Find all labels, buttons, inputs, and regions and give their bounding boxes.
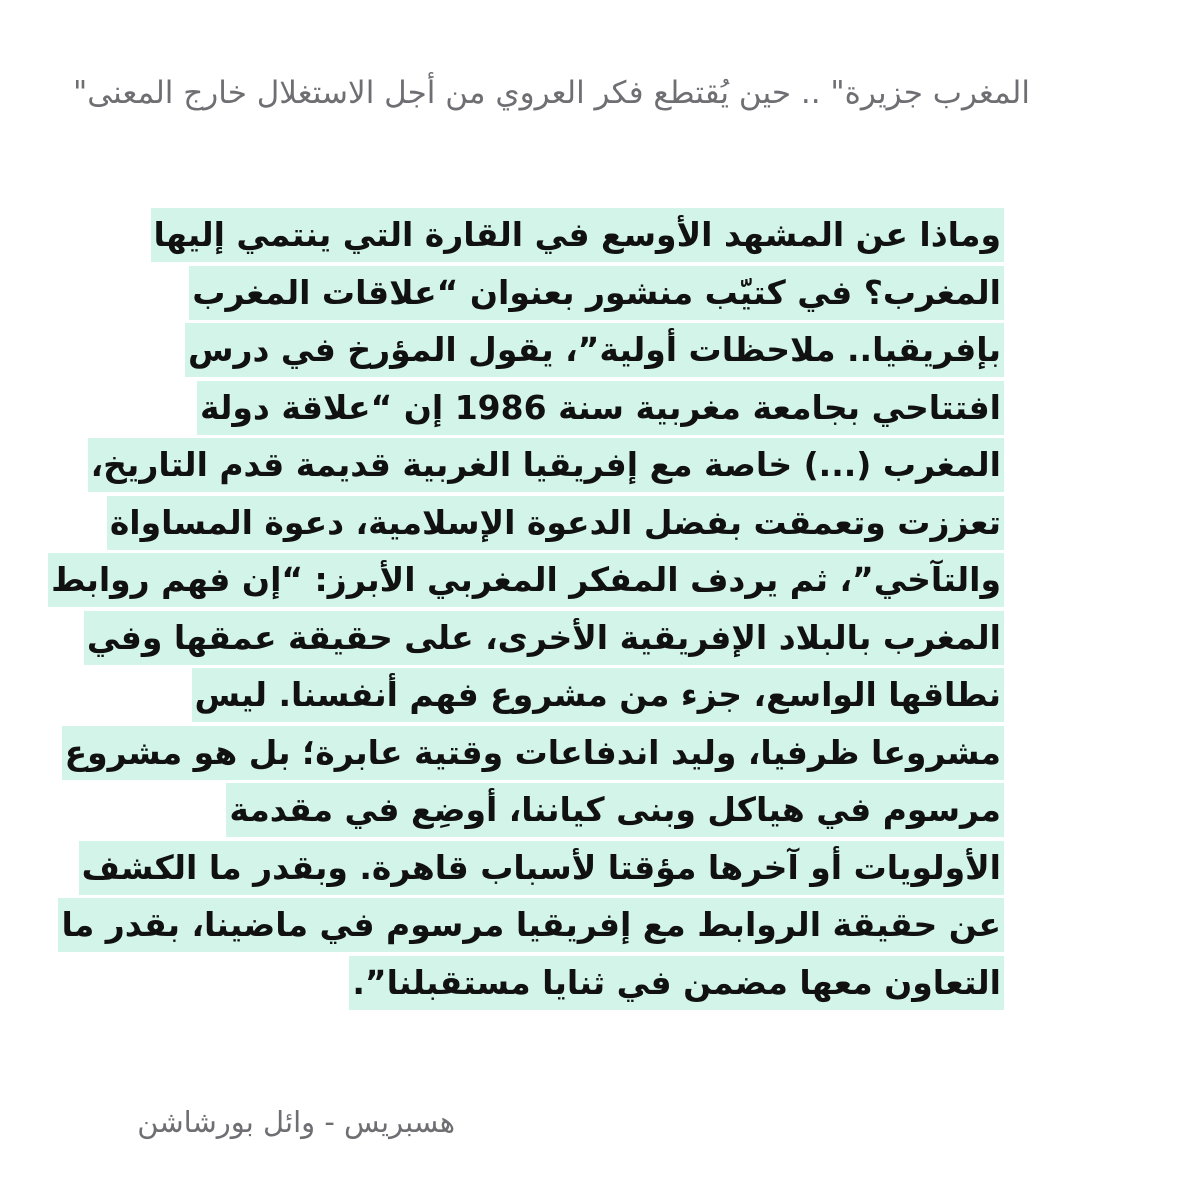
quote-line: مرسوم في هياكل وبنى كياننا، أوضِع في مقدمة	[104, 783, 1004, 841]
highlighted-quote	[51, 208, 1004, 1013]
quote-line: والتآخي”، ثم يردف المفكر المغربي الأبرز: “إن فهم روابط	[104, 553, 1004, 611]
quote-line: المغرب؟ في كتيّب منشور بعنوان “علاقات المغرب	[104, 266, 1004, 324]
quote-line: الأولويات أو آخرها مؤقتا لأسباب قاهرة. وبقدر ما الكشف	[104, 841, 1004, 899]
quote-line: عن حقيقة الروابط مع إفريقيا مرسوم في ماضينا، بقدر ما	[104, 898, 1004, 956]
quote-line: المغرب (...) خاصة مع إفريقيا الغربية قديمة قدم التاريخ،	[104, 438, 1004, 496]
quote-line: نطاقها الواسع، جزء من مشروع فهم أنفسنا. ليس	[104, 668, 1004, 726]
quote-line: المغرب بالبلاد الإفريقية الأخرى، على حقيقة عمقها وفي	[104, 611, 1004, 669]
quote-line: تعززت وتعمقت بفضل الدعوة الإسلامية، دعوة المساواة	[104, 496, 1004, 554]
quote-line: افتتاحي بجامعة مغربية سنة 1986 إن “علاقة دولة	[104, 381, 1004, 439]
article-headline: المغرب جزيرة" .. حين يُقتطع فكر العروي من أجل الاستغلال خارج المعنى"	[73, 75, 1030, 111]
quote-line: مشروعا ظرفيا، وليد اندفاعات وقتية عابرة؛ بل هو مشروع	[104, 726, 1004, 784]
source-credit: هسبريس - وائل بورشاشن	[137, 1105, 455, 1139]
quote-line: التعاون معها مضمن في ثنايا مستقبلنا”.	[104, 956, 1004, 1014]
quote-line: بإفريقيا.. ملاحظات أولية”، يقول المؤرخ في درس	[104, 323, 1004, 381]
quote-line: وماذا عن المشهد الأوسع في القارة التي ينتمي إليها	[104, 208, 1004, 266]
